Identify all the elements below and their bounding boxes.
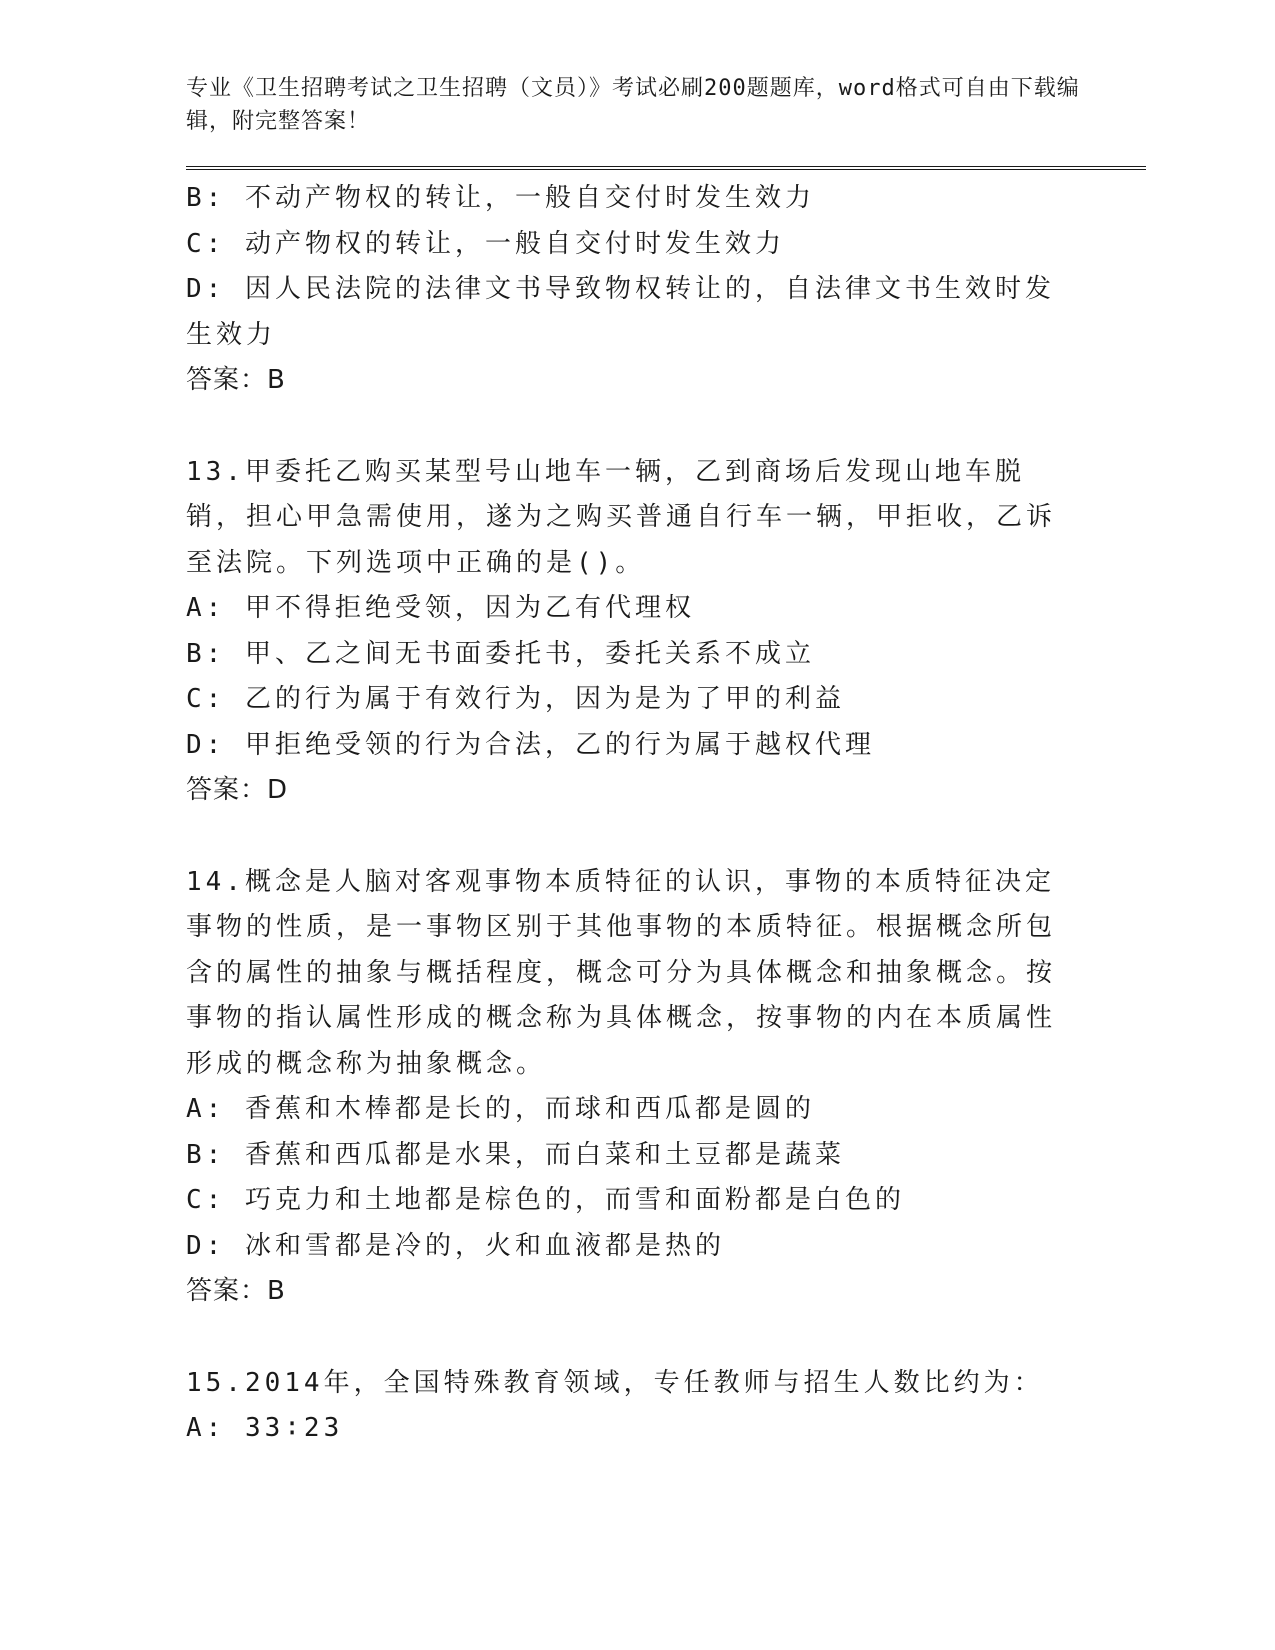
header-divider <box>186 166 1146 170</box>
spacer <box>186 1315 1066 1361</box>
q15-stem: 15.2014年，全国特殊教育领域，专任教师与招生人数比约为： <box>186 1367 1044 1398</box>
q13-option-d: D: 甲拒绝受领的行为合法，乙的行为属于越权代理 <box>186 729 875 760</box>
spacer <box>186 814 1066 860</box>
q14-option-b: B: 香蕉和西瓜都是水果，而白菜和土豆都是蔬菜 <box>186 1139 845 1170</box>
q13-stem: 13.甲委托乙购买某型号山地车一辆，乙到商场后发现山地车脱销，担心甲急需使用，遂为之购买普通自行车一辆，甲拒收，乙诉至法院。下列选项中正确的是()。 <box>186 456 1057 578</box>
q14-option-c: C: 巧克力和土地都是棕色的，而雪和面粉都是白色的 <box>186 1185 905 1215</box>
q14-answer: 答案：B <box>186 1276 286 1306</box>
document-header: 专业《卫生招聘考试之卫生招聘（文员）》考试必刷200题题库，word格式可自由下载编辑，附完整答案！ <box>186 76 1080 134</box>
q12-option-b: B: 不动产物权的转让，一般自交付时发生效力 <box>186 183 815 213</box>
q15-option-a: A: 33∶23 <box>186 1413 344 1443</box>
q14-stem: 14.概念是人脑对客观事物本质特征的认识，事物的本质特征决定事物的性质，是一事物区别于其他事物的本质特征。根据概念所包含的属性的抽象与概括程度，概念可分为具体概念和抽象概念。按事物的指认属性形成的概念称为具体概念，按事物的内在本质属性形成的概念称为抽象概念。 <box>186 866 1057 1079</box>
question-body <box>186 176 1066 1452</box>
document-page <box>186 72 1146 1452</box>
q13-option-b: B: 甲、乙之间无书面委托书，委托关系不成立 <box>186 638 815 669</box>
q13-answer: 答案：D <box>186 775 289 805</box>
q12-option-c: C: 动产物权的转让，一般自交付时发生效力 <box>186 228 785 259</box>
q14-option-a: A: 香蕉和木棒都是长的，而球和西瓜都是圆的 <box>186 1094 815 1124</box>
spacer <box>186 404 1066 450</box>
q13-option-a: A: 甲不得拒绝受领，因为乙有代理权 <box>186 593 695 623</box>
q12-option-d: D: 因人民法院的法律文书导致物权转让的，自法律文书生效时发生效力 <box>186 274 1055 350</box>
q13-option-c: C: 乙的行为属于有效行为，因为是为了甲的利益 <box>186 684 845 714</box>
q14-option-d: D: 冰和雪都是冷的，火和血液都是热的 <box>186 1230 725 1261</box>
q12-answer: 答案：B <box>186 365 286 395</box>
